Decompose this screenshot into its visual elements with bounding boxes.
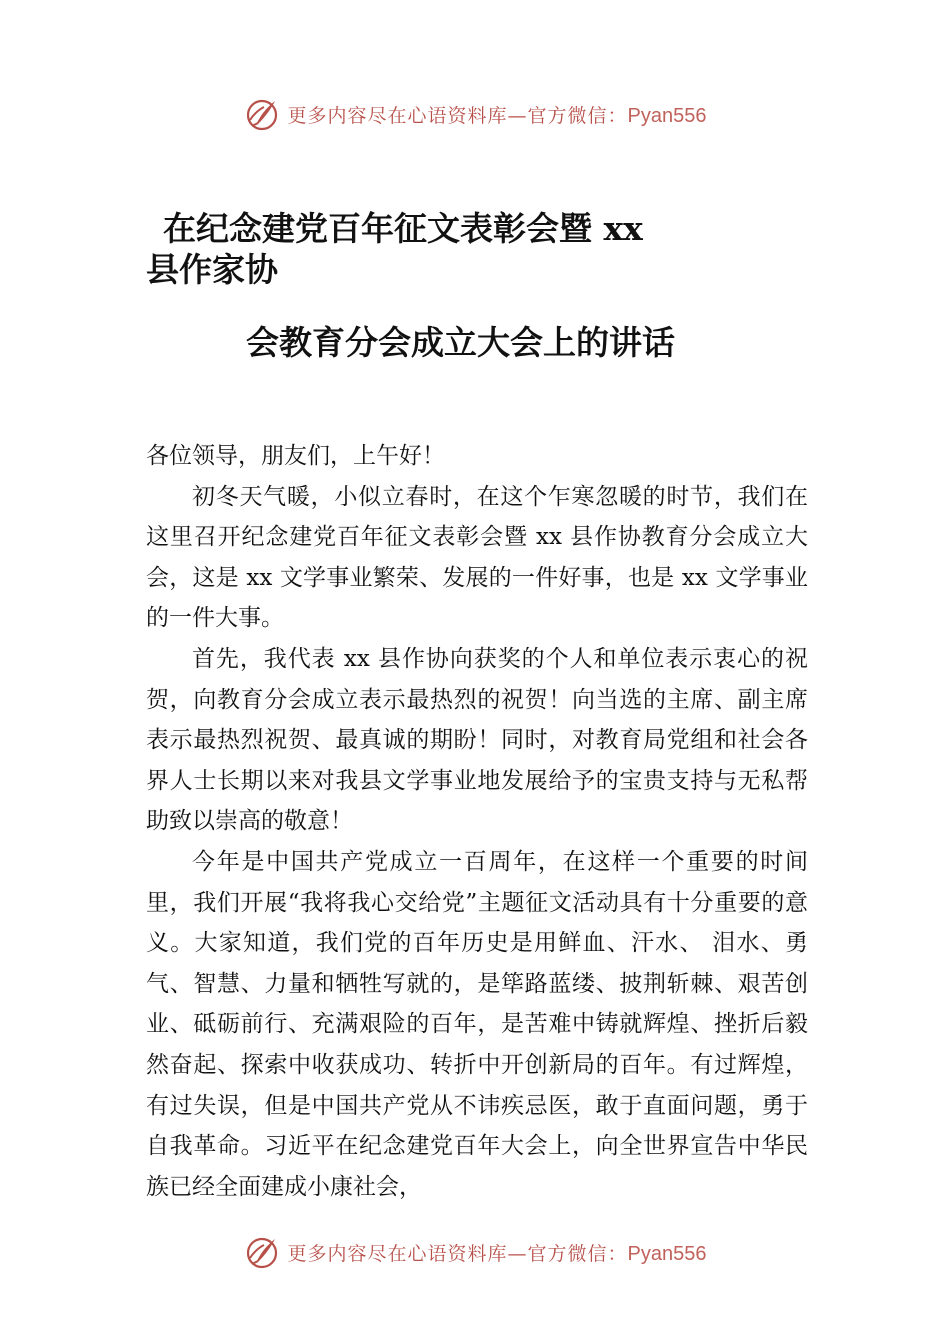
paragraph: 首先，我代表 xx 县作协向获奖的个人和单位表示衷心的祝贺，向教育分会成立表示最热烈的祝贺！向当选的主席、副主席表示最热烈祝贺、最真诚的期盼！同时，对教育局党组和社会各界人士长期以来对我县文学事业地发展给予的宝贵支持与无私帮助致以崇高的敬意！	[146, 645, 808, 835]
watermark-text: 更多内容尽在心语资料库—官方微信：Pyan556	[287, 104, 707, 127]
paragraph: 今年是中国共产党成立一百周年，在这样一个重要的时间里，我们开展“我将我心交给党”主题征文活动具有十分重要的意义。大家知道，我们党的百年历史是用鲜血、汗水、 泪水、勇气、智慧、力量和牺牲写就的，是筚路蓝缕、披荆斩棘、艰苦创业、砥砺前行、充满艰险的百年，是苦难中铸就辉煌、挫折后毅然奋起、探索中收获成功、转折中开创新局的百年。有过辉煌，有过失误，但是中国共产党从不讳疾忌医，敢于直面问题，勇于自我革命。习近平在纪念建党百年大会上，向全世界宣告中华民族已经全面建成小康社会，	[146, 848, 808, 1200]
title-line-2: 县作家协	[146, 250, 278, 289]
watermark-banner-bottom	[0, 1232, 950, 1272]
title-line-1: 在纪念建党百年征文表彰会暨 xx	[163, 209, 643, 248]
wechat-id: Pyan556	[627, 104, 707, 127]
quill-logo-icon	[244, 96, 280, 132]
document-body	[146, 436, 808, 1207]
paragraph: 初冬天气暖，小似立春时，在这个乍寒忽暖的时节，我们在这里召开纪念建党百年征文表彰会暨 xx 县作协教育分会成立大会，这是 xx 文学事业繁荣、发展的一件好事，也是 xx 文学事业的一件大事。	[146, 483, 808, 632]
watermark-text: 更多内容尽在心语资料库—官方微信：Pyan556	[287, 1242, 707, 1265]
quill-logo-icon	[244, 1234, 280, 1270]
title-line-3: 会教育分会成立大会上的讲话	[246, 323, 675, 362]
wechat-id: Pyan556	[627, 1242, 707, 1265]
greeting: 各位领导，朋友们，上午好！	[146, 443, 445, 469]
watermark-banner-top	[0, 94, 950, 134]
